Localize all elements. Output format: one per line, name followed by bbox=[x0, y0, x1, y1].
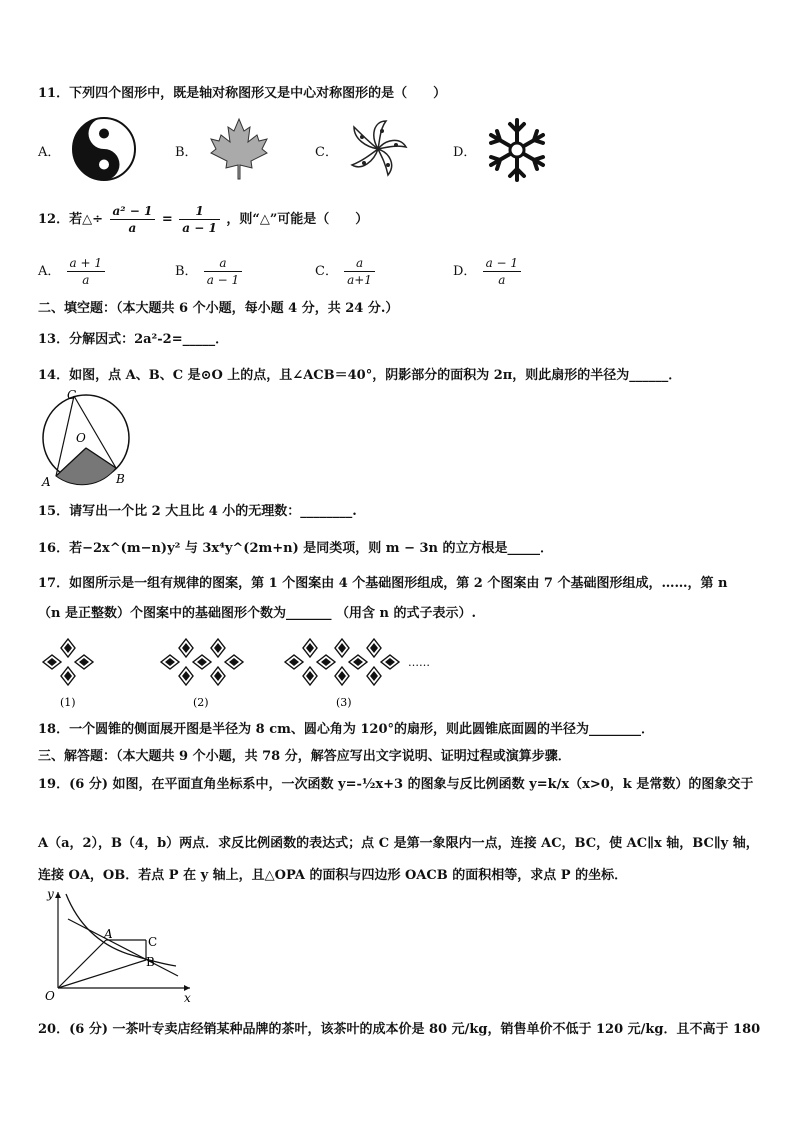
q12-frac-right-den: a − 1 bbox=[182, 221, 217, 235]
q11-stem: 11．下列四个图形中，既是轴对称图形又是中心对称图形的是（ ） bbox=[38, 86, 447, 101]
q18-text: 18．一个圆锥的侧面展开图是半径为 8 cm、圆心角为 120°的扇形，则此圆锥底面圆的半径为________． bbox=[38, 722, 655, 737]
q12-option-a bbox=[38, 255, 107, 288]
q19-line-1: 19．(6 分) 如图，在平面直角坐标系中，一次函数 y=-½x+3 的图象与反比例函数 y=k/x（x>0，k 是常数）的图象交于 bbox=[38, 777, 754, 792]
q19-label-b: B bbox=[146, 955, 155, 969]
q20-text: 20．(6 分) 一茶叶专卖店经销某种品牌的茶叶，该茶叶的成本价是 80 元/kg，销售单价不低于 120 元/kg．且不高于 180 bbox=[38, 1022, 761, 1037]
q17-fig-label-3: (3) bbox=[336, 696, 352, 709]
q12-option-b-label: B． bbox=[175, 264, 198, 279]
q12-option-b-num: a bbox=[204, 255, 242, 272]
q12-frac-right bbox=[179, 203, 220, 236]
snowflake-icon bbox=[482, 115, 552, 185]
q14-text: 14．如图，点 A、B、C 是⊙O 上的点，且∠ACB＝40°，阴影部分的面积为 2π，则此扇形的半径为______． bbox=[38, 368, 682, 383]
q14-label-c: C bbox=[67, 388, 77, 402]
q19-coordinate-figure bbox=[38, 884, 198, 1006]
q12-option-c-num: a bbox=[344, 255, 375, 272]
q12-frac-left-num: a² − 1 bbox=[110, 203, 156, 220]
q14-label-b: B bbox=[116, 472, 125, 486]
q14-label-a: A bbox=[42, 475, 51, 488]
q12-option-c-den: a+1 bbox=[347, 273, 372, 287]
q17-ellipsis: …… bbox=[408, 656, 430, 669]
q17-fig-label-1: (1) bbox=[60, 696, 76, 709]
q14-label-o: O bbox=[76, 431, 86, 445]
q14-circle-figure bbox=[36, 388, 136, 488]
section-2-heading: 二、填空题：（本大题共 6 个小题，每小题 4 分，共 24 分.） bbox=[38, 301, 399, 316]
q12-frac-left-den: a bbox=[128, 221, 137, 235]
q12-option-d bbox=[453, 255, 523, 288]
q12-prefix: 12．若 bbox=[38, 212, 83, 227]
section-3-heading: 三、解答题：（本大题共 9 个小题，共 78 分，解答应写出文字说明、证明过程或演算步骤． bbox=[38, 749, 571, 764]
q12-option-a-label: A． bbox=[38, 264, 61, 279]
q19-label-x: x bbox=[184, 991, 191, 1005]
q19-line-3: 连接 OA，OB．若点 P 在 y 轴上，且△OPA 的面积与四边形 OACB 的面积相等，求点 P 的坐标． bbox=[38, 868, 628, 883]
q19-label-a: A bbox=[104, 927, 113, 941]
q19-label-y: y bbox=[47, 887, 54, 901]
q19-label-c: C bbox=[148, 935, 158, 949]
yin-yang-icon bbox=[70, 115, 138, 183]
q12-option-a-num: a + 1 bbox=[67, 255, 105, 272]
q15-text: 15．请写出一个比 2 大且比 4 小的无理数：________. bbox=[38, 504, 357, 519]
q12-option-b bbox=[175, 255, 244, 288]
q16-text: 16．若−2x^(m−n)y² 与 3x⁴y^(2m+n) 是同类项，则 m − 3n 的立方根是_____． bbox=[38, 541, 554, 556]
q12-option-c-label: C． bbox=[315, 264, 338, 279]
q12-option-d-num: a − 1 bbox=[483, 255, 521, 272]
q12-option-b-den: a − 1 bbox=[206, 273, 240, 287]
bauhinia-flower-icon bbox=[340, 115, 416, 183]
q12-option-d-label: D． bbox=[453, 264, 477, 279]
q13-text: 13．分解因式：2a²-2=_____． bbox=[38, 332, 229, 347]
maple-leaf-icon bbox=[205, 115, 273, 183]
q11-option-b-label: B． bbox=[175, 145, 198, 160]
q12-frac-left bbox=[110, 203, 156, 236]
q17-line-2: （n 是正整数）个图案中的基础图形个数为_______ （用含 n 的式子表示）. bbox=[38, 606, 477, 621]
q12-option-c bbox=[315, 255, 377, 288]
q12-option-d-den: a bbox=[498, 273, 506, 287]
q12-suffix: ，则“△”可能是（ ） bbox=[226, 212, 369, 227]
q11-option-a-label: A． bbox=[38, 145, 61, 160]
q17-pattern-figure bbox=[38, 630, 458, 710]
q19-label-o: O bbox=[45, 989, 55, 1003]
q12-stem: 12．若△÷ $\frac{\text{a² − 1}}{a}$ = $\frac{1}{a - 1}$ ，则“△”可能是（ ） bbox=[38, 204, 369, 235]
q11-option-c-label: C． bbox=[315, 145, 338, 160]
q11-option-d-label: D． bbox=[453, 145, 477, 160]
q19-line-2: A（a，2），B（4，b）两点．求反比例函数的表达式；点 C 是第一象限内一点，连接 AC，BC，使 AC∥x 轴，BC∥y 轴， bbox=[38, 836, 759, 851]
q12-frac-right-num: 1 bbox=[179, 203, 220, 220]
q17-fig-label-2: (2) bbox=[193, 696, 209, 709]
q12-option-a-den: a bbox=[82, 273, 90, 287]
q17-line-1: 17．如图所示是一组有规律的图案，第 1 个图案由 4 个基础图形组成，第 2 个图案由 7 个基础图形组成，……，第 n bbox=[38, 576, 728, 591]
